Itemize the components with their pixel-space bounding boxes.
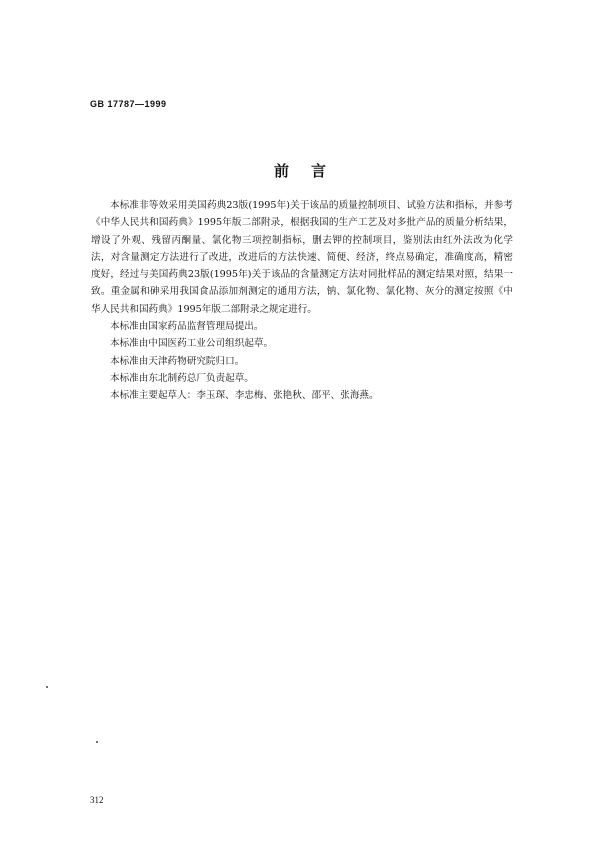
page-title: 前言 [273,162,348,180]
standard-code: GB 17787—1999 [90,99,167,109]
paragraph-main: 本标准非等效采用美国药典23版(1995年)关于该品的质量控制项目、试验方法和指标，并参考《中华人民共和国药典》1995年版二部附录，根据我国的生产工艺及对多批产品的质量分析结果，增设了外观、残留丙酮量、氯化物三项控制指标，删去钾的控制项目，鉴别法由红外法改为化学法，对含量测定方法进行了改进，改进后的方法快速、简便、经济，终点易确定，准确度高，精密度好，经过与美国药典23版(1995年)关于该品的含量测定方法对同批样品的测定结果对照，结果一致。重金属和砷采用我国食品添加剂测定的通用方法，钠、氯化物、氯化物、灰分的测定按照《中华人民共和国药典》1995年版二部附录之规定进行。 [91,200,513,315]
foreword-body [91,197,513,405]
paragraph-proposer: 本标准由国家药品监督管理局提出。 [110,321,264,333]
paragraph-administrator: 本标准由天津药物研究院归口。 [110,355,245,367]
scan-speck [96,741,98,743]
paragraph-drafting-unit: 本标准由东北制药总厂负责起草。 [110,372,254,384]
paragraph-organizer: 本标准由中国医药工业公司组织起草。 [110,338,274,350]
page-number: 312 [90,795,104,805]
paragraph-drafters: 本标准主要起草人：李玉琛、李忠梅、张艳秋、邵平、张海燕。 [110,390,379,402]
scan-speck [46,686,48,688]
